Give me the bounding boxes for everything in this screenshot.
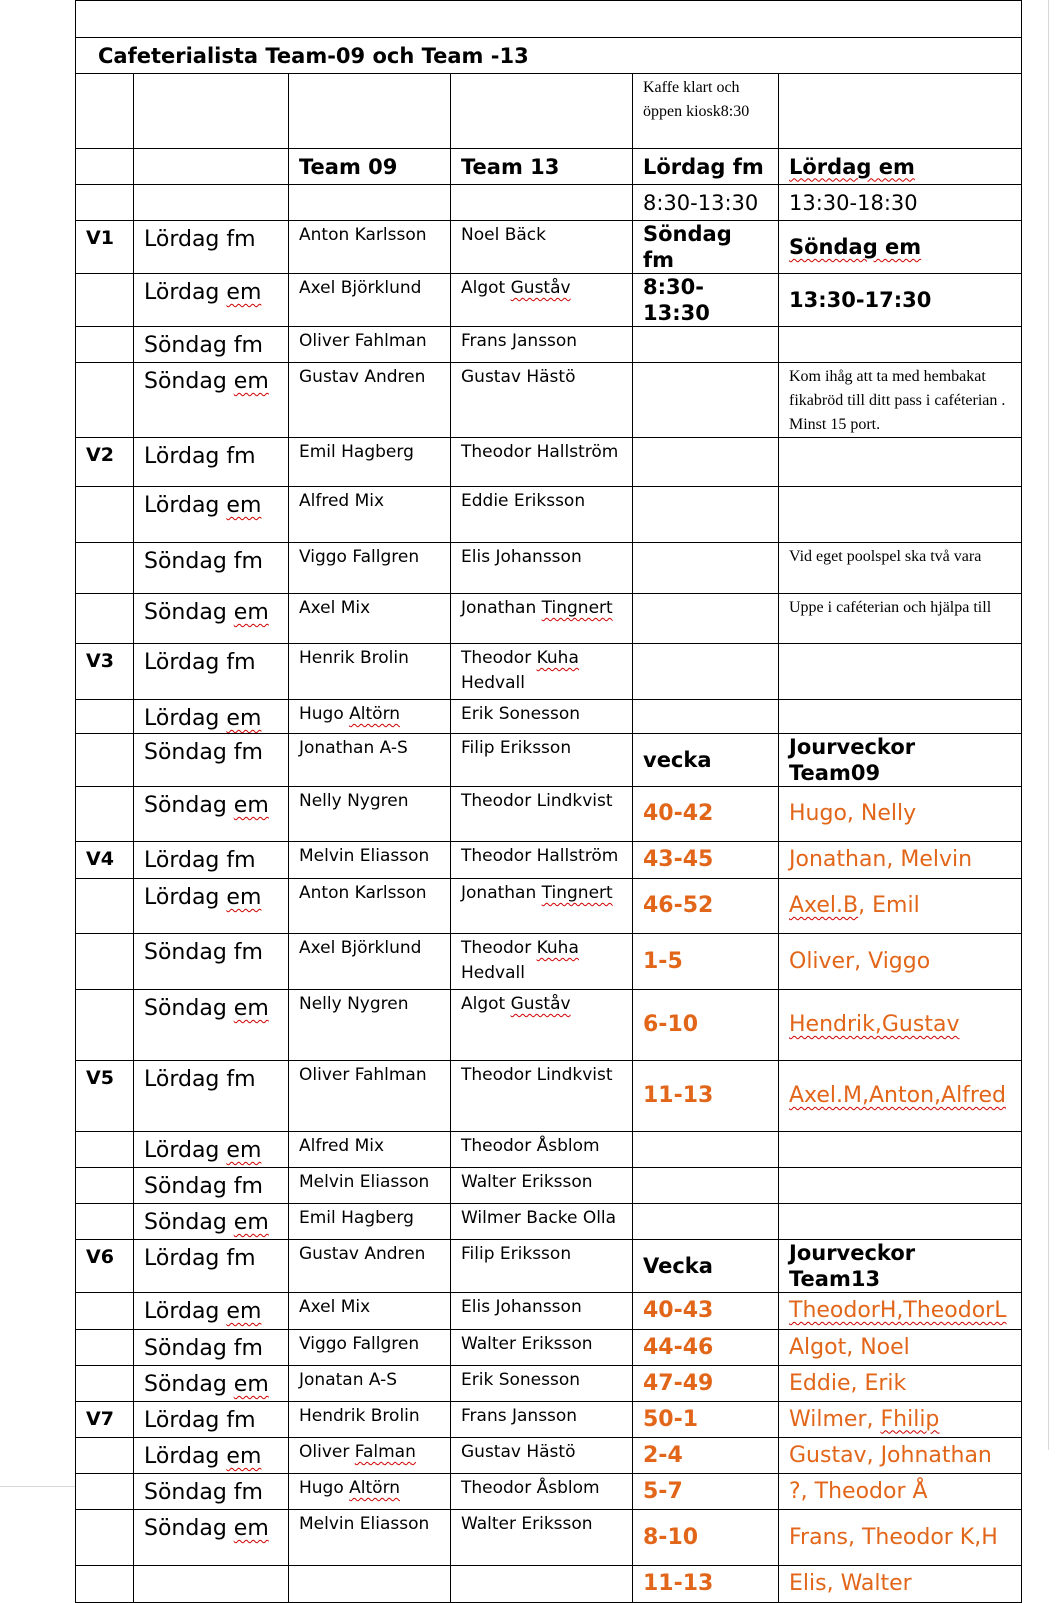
empty-cell bbox=[633, 1132, 779, 1168]
team09-player: Oliver Fahlman bbox=[289, 327, 451, 363]
schedule-table bbox=[75, 0, 1022, 1603]
slot-text: Söndag fm bbox=[144, 1174, 263, 1199]
team13-player: Erik Sonesson bbox=[451, 1366, 633, 1402]
team13-player: Walter Eriksson bbox=[451, 1510, 633, 1566]
slot-text: Lördag em bbox=[144, 1138, 262, 1163]
duty09-names: Jonathan, Melvin bbox=[779, 842, 1022, 879]
team13-player: Theodor Hallström bbox=[451, 438, 633, 487]
empty-cell bbox=[633, 644, 779, 700]
empty-cell bbox=[134, 149, 289, 185]
team09-player: Emil Hagberg bbox=[289, 1204, 451, 1240]
team13-player: Theodor Lindkvist bbox=[451, 787, 633, 842]
slot-text: Söndag em bbox=[144, 600, 269, 625]
duty09-names bbox=[779, 990, 1022, 1061]
spellcheck-mark: em bbox=[233, 1516, 269, 1541]
slot-label bbox=[134, 1330, 289, 1366]
empty-cell bbox=[779, 1204, 1022, 1240]
sunday-morning-time: 8:30-13:30 bbox=[633, 274, 779, 327]
slot-text: Lördag fm bbox=[144, 650, 256, 675]
page-edge-line bbox=[1048, 0, 1049, 1450]
week-label: V4 bbox=[76, 842, 134, 879]
slot-label bbox=[134, 734, 289, 787]
team13-player: Theodor Hallström bbox=[451, 842, 633, 879]
slot-text: Lördag em bbox=[144, 706, 262, 731]
duty13-names: Elis, Walter bbox=[779, 1566, 1022, 1603]
week-label bbox=[76, 1132, 134, 1168]
slot-text: Söndag fm bbox=[144, 1480, 263, 1505]
team13-player: Walter Eriksson bbox=[451, 1168, 633, 1204]
team09-player: Oliver Fahlman bbox=[289, 1061, 451, 1132]
spellcheck-mark: em bbox=[233, 793, 269, 818]
duty09-header: Jourveckor Team09 bbox=[779, 734, 1022, 787]
table-row bbox=[76, 1366, 1022, 1402]
sunday-afternoon-time: 13:30-17:30 bbox=[779, 274, 1022, 327]
week-label bbox=[76, 487, 134, 543]
empty-cell bbox=[633, 1204, 779, 1240]
slot-label bbox=[134, 274, 289, 327]
slot-label bbox=[134, 1438, 289, 1474]
empty-cell bbox=[633, 594, 779, 644]
empty-cell bbox=[633, 700, 779, 734]
team13-player: Gustav Hästö bbox=[451, 363, 633, 438]
slot-label bbox=[134, 594, 289, 644]
empty-cell bbox=[76, 1, 1022, 38]
empty-cell bbox=[779, 1168, 1022, 1204]
slot-text: Lördag em bbox=[144, 493, 262, 518]
spellcheck-mark: Guståv bbox=[510, 994, 571, 1014]
duty09-weeks: 6-10 bbox=[633, 990, 779, 1061]
team13-player: Theodor Lindkvist bbox=[451, 1061, 633, 1132]
team09-player: Gustav Andren bbox=[289, 363, 451, 438]
baking-note: Kom ihåg att ta med hembakat fikabröd till ditt pass i caféterian . Minst 15 port. bbox=[779, 363, 1022, 438]
spellcheck-mark: em bbox=[233, 600, 269, 625]
slot-text: Lördag fm bbox=[144, 1408, 256, 1433]
team09-player: Viggo Fallgren bbox=[289, 1330, 451, 1366]
team13-player: Elis Johansson bbox=[451, 543, 633, 594]
slot-label bbox=[134, 543, 289, 594]
team09-player: Hugo Altörn bbox=[289, 1474, 451, 1510]
coffee-note: Kaffe klart och öppen kiosk8:30 bbox=[633, 74, 779, 149]
week-label bbox=[76, 1330, 134, 1366]
empty-cell bbox=[779, 327, 1022, 363]
empty-cell bbox=[134, 185, 289, 221]
team09-player: Oliver Falman bbox=[289, 1438, 451, 1474]
slot-text: Söndag em bbox=[144, 1516, 269, 1541]
empty-cell bbox=[779, 644, 1022, 700]
team13-player: Wilmer Backe Olla bbox=[451, 1204, 633, 1240]
table-row bbox=[76, 644, 1022, 700]
document bbox=[75, 0, 1021, 1596]
spellcheck-mark: em bbox=[233, 1372, 269, 1397]
team09-player: Axel Mix bbox=[289, 1293, 451, 1330]
slot-label bbox=[134, 1240, 289, 1293]
week-label bbox=[76, 990, 134, 1061]
duty09-names: Axel.B, Emil bbox=[779, 879, 1022, 934]
slot-label bbox=[134, 700, 289, 734]
team09-player: Viggo Fallgren bbox=[289, 543, 451, 594]
duty13-header: Jourveckor Team13 bbox=[779, 1240, 1022, 1293]
duty09-names: Oliver, Viggo bbox=[779, 934, 1022, 990]
empty-cell bbox=[633, 438, 779, 487]
slot-text: Söndag fm bbox=[144, 940, 263, 965]
week-label bbox=[76, 934, 134, 990]
spellcheck-mark: Altörn bbox=[349, 704, 401, 724]
team13-player: Filip Eriksson bbox=[451, 1240, 633, 1293]
team09-player: Henrik Brolin bbox=[289, 644, 451, 700]
team13-player: Theodor Åsblom bbox=[451, 1474, 633, 1510]
slot-label bbox=[134, 787, 289, 842]
spellcheck-mark: em bbox=[226, 1299, 262, 1324]
week-label bbox=[76, 734, 134, 787]
duty09-names: Hugo, Nelly bbox=[779, 787, 1022, 842]
sunday-afternoon-header bbox=[779, 221, 1022, 274]
duty13-weeks: 50-1 bbox=[633, 1402, 779, 1438]
spellcheck-mark: Altörn bbox=[349, 1478, 401, 1498]
empty-cell bbox=[76, 1566, 134, 1603]
spellcheck-mark: em bbox=[226, 885, 262, 910]
duty13-names: Algot, Noel bbox=[779, 1330, 1022, 1366]
poolgame-note-1: Vid eget poolspel ska två vara bbox=[779, 543, 1022, 594]
slot-label bbox=[134, 327, 289, 363]
empty-cell bbox=[289, 74, 451, 149]
team09-player: Gustav Andren bbox=[289, 1240, 451, 1293]
spellcheck-mark: Fhilip bbox=[880, 1406, 940, 1432]
team13-player: Theodor Åsblom bbox=[451, 1132, 633, 1168]
spellcheck-mark: Axel.M,Anton,Alfred bbox=[789, 1083, 1006, 1108]
team09-player: Hendrik Brolin bbox=[289, 1402, 451, 1438]
table-row bbox=[76, 274, 1022, 327]
team13-player: Erik Sonesson bbox=[451, 700, 633, 734]
empty-cell bbox=[76, 74, 134, 149]
team09-header: Team 09 bbox=[289, 149, 451, 185]
team13-player: Jonathan Tingnert bbox=[451, 879, 633, 934]
saturday-afternoon-time: 13:30-18:30 bbox=[779, 185, 1022, 221]
week-label bbox=[76, 787, 134, 842]
team09-player: Axel Björklund bbox=[289, 274, 451, 327]
slot-text: Söndag em bbox=[144, 369, 269, 394]
slot-label bbox=[134, 1293, 289, 1330]
week-label: V2 bbox=[76, 438, 134, 487]
spellcheck-mark: em bbox=[233, 996, 269, 1021]
spellcheck-mark: em bbox=[226, 1444, 262, 1469]
sunday-morning-header: Söndag fm bbox=[633, 221, 779, 274]
slot-label bbox=[134, 363, 289, 438]
slot-text: Lördag em bbox=[144, 1444, 262, 1469]
table-row bbox=[76, 1132, 1022, 1168]
empty-cell bbox=[779, 74, 1022, 149]
duty13-weeks: 5-7 bbox=[633, 1474, 779, 1510]
table-row bbox=[76, 543, 1022, 594]
week-label: V7 bbox=[76, 1402, 134, 1438]
duty13-names: Eddie, Erik bbox=[779, 1366, 1022, 1402]
slot-text: Söndag em bbox=[144, 793, 269, 818]
team13-player: Eddie Eriksson bbox=[451, 487, 633, 543]
week-label bbox=[76, 1474, 134, 1510]
slot-text: Lördag fm bbox=[144, 227, 256, 252]
table-row bbox=[76, 487, 1022, 543]
duty13-weeks: 40-43 bbox=[633, 1293, 779, 1330]
spellcheck-mark: em bbox=[233, 1210, 269, 1235]
slot-text: Söndag fm bbox=[144, 740, 263, 765]
team13-player: Frans Jansson bbox=[451, 327, 633, 363]
slot-label bbox=[134, 934, 289, 990]
duty13-weeks: 8-10 bbox=[633, 1510, 779, 1566]
empty-cell bbox=[779, 438, 1022, 487]
week-label bbox=[76, 1510, 134, 1566]
duty09-weeks: 40-42 bbox=[633, 787, 779, 842]
empty-cell bbox=[451, 74, 633, 149]
spellcheck-mark: em bbox=[226, 280, 262, 305]
team13-player: Noel Bäck bbox=[451, 221, 633, 274]
team09-player: Anton Karlsson bbox=[289, 879, 451, 934]
table-row bbox=[76, 734, 1022, 787]
team13-player: Jonathan Tingnert bbox=[451, 594, 633, 644]
duty09-weeks: 11-13 bbox=[633, 1061, 779, 1132]
table-row bbox=[76, 842, 1022, 879]
slot-text: Söndag em bbox=[144, 996, 269, 1021]
table-row bbox=[76, 74, 1022, 149]
table-row bbox=[76, 787, 1022, 842]
duty13-weeks: 44-46 bbox=[633, 1330, 779, 1366]
table-row bbox=[76, 185, 1022, 221]
table-row bbox=[76, 1438, 1022, 1474]
table-row bbox=[76, 1204, 1022, 1240]
spellcheck-mark: Guståv bbox=[510, 278, 571, 298]
table-row bbox=[76, 700, 1022, 734]
table-row bbox=[76, 1566, 1022, 1603]
table-row bbox=[76, 1240, 1022, 1293]
team09-player: Jonatan A-S bbox=[289, 1366, 451, 1402]
empty-cell bbox=[779, 487, 1022, 543]
slot-text: Lördag fm bbox=[144, 1246, 256, 1271]
slot-label bbox=[134, 1168, 289, 1204]
team09-player: Hugo Altörn bbox=[289, 700, 451, 734]
document-title: Cafeterialista Team-09 och Team -13 bbox=[76, 38, 1022, 74]
table-row bbox=[76, 1061, 1022, 1132]
duty13-names: Frans, Theodor K,H bbox=[779, 1510, 1022, 1566]
empty-cell bbox=[451, 185, 633, 221]
team13-player: Walter Eriksson bbox=[451, 1330, 633, 1366]
duty13-names bbox=[779, 1293, 1022, 1330]
slot-label bbox=[134, 487, 289, 543]
slot-text: Lördag fm bbox=[144, 848, 256, 873]
week-label bbox=[76, 1168, 134, 1204]
team09-player: Nelly Nygren bbox=[289, 787, 451, 842]
empty-cell bbox=[633, 1168, 779, 1204]
duty13-names: Gustav, Johnathan bbox=[779, 1438, 1022, 1474]
table-row bbox=[76, 879, 1022, 934]
slot-text: Söndag em bbox=[144, 1210, 269, 1235]
slot-label bbox=[134, 1474, 289, 1510]
spellcheck-mark: em bbox=[233, 369, 269, 394]
duty13-names: ?, Theodor Å bbox=[779, 1474, 1022, 1510]
duty13-weeks: 2-4 bbox=[633, 1438, 779, 1474]
duty09-week-header: vecka bbox=[633, 734, 779, 787]
week-label bbox=[76, 1366, 134, 1402]
week-label: V5 bbox=[76, 1061, 134, 1132]
table-row bbox=[76, 1330, 1022, 1366]
team09-player: Emil Hagberg bbox=[289, 438, 451, 487]
team13-player: Algot Guståv bbox=[451, 990, 633, 1061]
empty-cell bbox=[451, 1566, 633, 1603]
poolgame-note-2: Uppe i caféterian och hjälpa till bbox=[779, 594, 1022, 644]
team09-player: Axel Björklund bbox=[289, 934, 451, 990]
slot-label bbox=[134, 644, 289, 700]
table-row bbox=[76, 221, 1022, 274]
week-label bbox=[76, 327, 134, 363]
week-label bbox=[76, 1204, 134, 1240]
week-label bbox=[76, 594, 134, 644]
team13-player: Frans Jansson bbox=[451, 1402, 633, 1438]
week-label bbox=[76, 700, 134, 734]
empty-cell bbox=[289, 185, 451, 221]
spellcheck-mark: em bbox=[226, 1138, 262, 1163]
team09-player: Melvin Eliasson bbox=[289, 1510, 451, 1566]
spellcheck-mark: Axel.B bbox=[789, 893, 859, 918]
saturday-morning-time: 8:30-13:30 bbox=[633, 185, 779, 221]
saturday-morning-header: Lördag fm bbox=[633, 149, 779, 185]
empty-cell bbox=[633, 363, 779, 438]
table-row bbox=[76, 38, 1022, 74]
slot-text: Söndag fm bbox=[144, 549, 263, 574]
team09-player: Alfred Mix bbox=[289, 1132, 451, 1168]
spellcheck-mark: Tingnert bbox=[541, 883, 613, 903]
team13-player: Elis Johansson bbox=[451, 1293, 633, 1330]
spellcheck-mark: Tingnert bbox=[541, 598, 613, 618]
slot-text: Lördag em bbox=[144, 1299, 262, 1324]
duty09-weeks: 43-45 bbox=[633, 842, 779, 879]
empty-cell bbox=[134, 1566, 289, 1603]
slot-text: Söndag fm bbox=[144, 1336, 263, 1361]
team09-player: Alfred Mix bbox=[289, 487, 451, 543]
table-row bbox=[76, 327, 1022, 363]
duty09-weeks: 46-52 bbox=[633, 879, 779, 934]
empty-cell bbox=[633, 327, 779, 363]
slot-label bbox=[134, 1366, 289, 1402]
team09-player: Melvin Eliasson bbox=[289, 842, 451, 879]
week-label: V3 bbox=[76, 644, 134, 700]
week-label bbox=[76, 879, 134, 934]
week-label: V1 bbox=[76, 221, 134, 274]
spellcheck-mark: Kuha bbox=[536, 648, 579, 668]
slot-label bbox=[134, 1510, 289, 1566]
spellcheck-mark: em bbox=[226, 493, 262, 518]
duty13-week-header: Vecka bbox=[633, 1240, 779, 1293]
table-row bbox=[76, 594, 1022, 644]
table-row bbox=[76, 1168, 1022, 1204]
spellcheck-mark: TheodorH,TheodorL bbox=[789, 1298, 1007, 1323]
slot-label bbox=[134, 879, 289, 934]
spellcheck-mark: em bbox=[226, 706, 262, 731]
slot-text: Lördag em bbox=[144, 885, 262, 910]
slot-label bbox=[134, 990, 289, 1061]
slot-text: Lördag fm bbox=[144, 1067, 256, 1092]
week-label bbox=[76, 1293, 134, 1330]
spellcheck-mark: Hendrik,Gustav bbox=[789, 1012, 960, 1037]
spellcheck-mark: Kuha bbox=[536, 938, 579, 958]
team09-player: Axel Mix bbox=[289, 594, 451, 644]
team09-player: Nelly Nygren bbox=[289, 990, 451, 1061]
week-label bbox=[76, 543, 134, 594]
slot-label bbox=[134, 842, 289, 879]
table-row bbox=[76, 934, 1022, 990]
slot-label bbox=[134, 1061, 289, 1132]
spellcheck-mark: Falman bbox=[354, 1442, 416, 1462]
week-label bbox=[76, 274, 134, 327]
table-row bbox=[76, 1, 1022, 38]
table-row bbox=[76, 1293, 1022, 1330]
team13-player: Theodor Kuha Hedvall bbox=[451, 934, 633, 990]
team09-player: Jonathan A-S bbox=[289, 734, 451, 787]
empty-cell bbox=[134, 74, 289, 149]
empty-cell bbox=[633, 487, 779, 543]
slot-label bbox=[134, 221, 289, 274]
empty-cell bbox=[779, 1132, 1022, 1168]
week-label bbox=[76, 1438, 134, 1474]
duty13-weeks: 11-13 bbox=[633, 1566, 779, 1603]
team13-header: Team 13 bbox=[451, 149, 633, 185]
page-edge-line bbox=[0, 1486, 75, 1487]
table-row bbox=[76, 990, 1022, 1061]
team13-player: Theodor Kuha Hedvall bbox=[451, 644, 633, 700]
duty13-weeks: 47-49 bbox=[633, 1366, 779, 1402]
table-row bbox=[76, 1402, 1022, 1438]
week-label bbox=[76, 363, 134, 438]
slot-label bbox=[134, 1402, 289, 1438]
team13-player: Filip Eriksson bbox=[451, 734, 633, 787]
duty13-names: Wilmer, Fhilip bbox=[779, 1402, 1022, 1438]
slot-label bbox=[134, 1204, 289, 1240]
slot-label bbox=[134, 1132, 289, 1168]
team09-player: Melvin Eliasson bbox=[289, 1168, 451, 1204]
table-row bbox=[76, 1474, 1022, 1510]
empty-cell bbox=[289, 1566, 451, 1603]
table-row bbox=[76, 149, 1022, 185]
slot-text: Söndag em bbox=[144, 1372, 269, 1397]
sunday-afternoon-header-text: Söndag em bbox=[789, 235, 922, 259]
team13-player: Algot Guståv bbox=[451, 274, 633, 327]
duty09-weeks: 1-5 bbox=[633, 934, 779, 990]
empty-cell bbox=[633, 543, 779, 594]
duty09-names bbox=[779, 1061, 1022, 1132]
team09-player: Anton Karlsson bbox=[289, 221, 451, 274]
week-label: V6 bbox=[76, 1240, 134, 1293]
empty-cell bbox=[76, 149, 134, 185]
table-row bbox=[76, 1510, 1022, 1566]
slot-text: Lördag em bbox=[144, 280, 262, 305]
slot-text: Söndag fm bbox=[144, 333, 263, 358]
empty-cell bbox=[76, 185, 134, 221]
team13-player: Gustav Hästö bbox=[451, 1438, 633, 1474]
slot-label bbox=[134, 438, 289, 487]
slot-text: Lördag fm bbox=[144, 444, 256, 469]
empty-cell bbox=[779, 700, 1022, 734]
table-row bbox=[76, 438, 1022, 487]
saturday-afternoon-header: Lördag em bbox=[779, 149, 1022, 185]
table-row bbox=[76, 363, 1022, 438]
